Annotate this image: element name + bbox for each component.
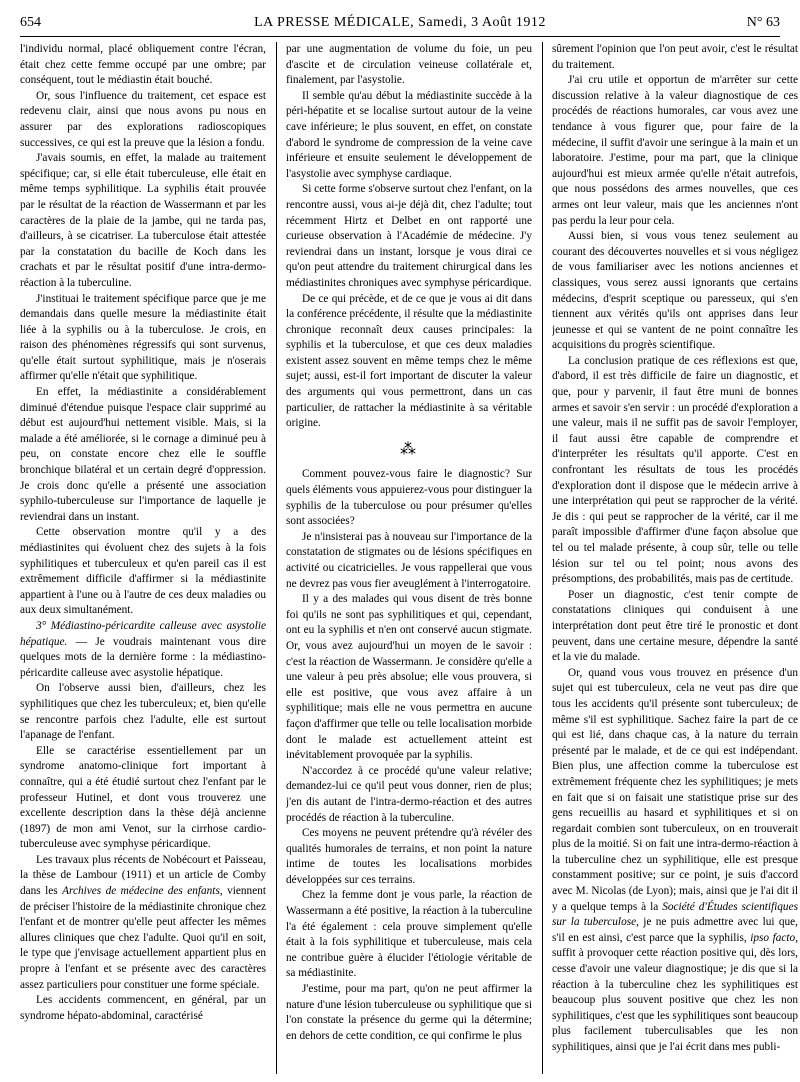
paragraph: Aussi bien, si vous vous tenez seulement au courant des découvertes nouvelles et si vous négligez de vous familiariser avec les notions anciennes et classiques, vous serez aussi ignorants que certains médecins, d'esprit sceptique ou paresseux, qui s'en tiennent aux vérités qu'ils ont apprises dans leur jeunesse et qui se vantent de ne point connaître les acquisitions du progrès scientifique. — [552, 230, 798, 352]
paragraph — [20, 853, 266, 993]
latin-phrase: ipso facto — [750, 931, 796, 944]
paragraph: Poser un diagnostic, c'est tenir compte de constatations cliniques qui conduisent à une interprétation dont peut être tiré le pronostic et dont peuvent, dans une certaine mesure, dépendre la santé et la vie du malade. — [552, 588, 798, 664]
paragraph: Ces moyens ne peuvent prétendre qu'à révéler des qualités humorales de terrains, et non point la nature intime de toutes les localisations morbides développées sur ces terrains. — [286, 827, 532, 886]
paragraph: J'avais soumis, en effet, la malade au traitement spécifique; car, si elle était tuberculeuse, elle était en même temps syphilitique. La syphilis était prouvée par le résultat de la réaction de Wassermann et par les caractères de la plaie de la jambe, qui ne tarda pas, d'ailleurs, à se cicatriser. La tuberculose était attestée par la constatation du bacille de Koch dans les crachats et par le résultat positif d'une intra-dermo-réaction à la tuberculine. — [20, 152, 266, 289]
paragraph: On l'observe aussi bien, d'ailleurs, chez les syphilitiques que chez les tuberculeux; et, bien qu'elle se rencontre parfois chez l'adulte, elle est surtout l'apanage de l'enfant. — [20, 682, 266, 742]
page-header — [20, 15, 780, 37]
paragraph — [552, 666, 798, 1056]
column-2 — [286, 42, 532, 1074]
section-ornament: ⁂ — [400, 440, 418, 458]
paragraph: Cette observation montre qu'il y a des médiastinites qui évoluent chez des sujets à la fois syphilitiques et tuberculeux et qu'en pareil cas il est extrêmement difficile d'affirmer si la médiastinite appartient à l'une ou à l'autre de ces deux maladies ou aux deux simultanément. — [20, 526, 266, 617]
paragraph: Je n'insisterai pas à nouveau sur l'importance de la constatation de stigmates ou de lésions spécifiques en activité ou cicatricielles. Je vous rappellerai que vous ne devrez pas vous fier aveuglément à l'interrogatoire. — [286, 530, 532, 590]
paragraph: Il y a des malades qui vous disent de très bonne foi qu'ils ne sont pas syphilitiques et qui, cependant, ont eu la syphilis et n'en ont conservé aucun stigmate. Or, vous avez aujourd'hui un moyen de le savoir : c'est la réaction de Wassermann. Je considère qu'elle a une valeur à peu près absolue; elle vous prouvera, si elle est positive, que vous avez affaire à un syphilitique; mais elle ne vous permettra en aucune façon d'affirmer que telle ou telle localisation morbide dont le malade est actuellement atteint est inévitablement provoquée par la syphilis. — [286, 593, 532, 762]
paragraph: Les accidents commencent, en général, par un syndrome hépato-abdominal, caractérisé — [20, 994, 266, 1022]
paragraph: Si cette forme s'observe surtout chez l'enfant, on la rencontre aussi, vous ai-je déjà dit, chez l'adulte; tout récemment Hirtz et Delbet en ont rapporté une curieuse observation à l'Académie de médecine. J'y reviendrai dans un instant, lorsque je vous dirai ce qu'on peut attendre du traitement chirurgical dans les médiastinites chroniques avec symphyse péricardique. — [286, 183, 532, 289]
column-1 — [20, 42, 266, 1074]
paragraph: Chez la femme dont je vous parle, la réaction de Wassermann a été positive, la réaction à la tuberculine l'a été également : cela prouve simplement qu'elle était à la fois syphilitique et tuberculeuse, mais cela ne contribue guère à élucider l'étiologie véritable de sa médiastinite. — [286, 889, 532, 980]
paragraph: N'accordez à ce procédé qu'une valeur relative; demandez-lui ce qu'il peut vous donner, rien de plus; j'en dis autant de l'intra-dermo-réaction et des autres procédés de réaction à la tuberculine. — [286, 764, 532, 824]
journal-title: Archives de médecine des enfants — [62, 885, 220, 898]
page-number: 654 — [20, 15, 41, 30]
column-3 — [552, 42, 798, 1074]
paragraph: par une augmentation de volume du foie, un peu d'ascite et de circulation veineuse collatérale et, finalement, par l'asystolie. — [286, 43, 532, 87]
paragraph-text: , suffit à provoquer cette réaction positive qui, dès lors, cesse d'avoir une valeur diagnostique; je dis que si la réaction à la tuberculine chez les syphilitiques est beaucoup plus souvent positive que chez les non syphilitiques, c'est que les syphilitiques sont beaucoup plus facilement tuberculisables que les non syphilitiques, ainsi que je l'ai écrit dans mes publi- — [552, 931, 798, 1053]
paragraph-text: Or, quand vous vous trouvez en présence d'un sujet qui est tuberculeux, cela ne veut pas dire que tous les accidents qu'il présente sont tuberculeux; de même s'il est syphilitique. Sachez faire la part de ce qui est lié, dans chaque cas, à la nature du terrain présenté par le malade, et de ce qui est indépendant. Bien plus, une affection comme la tuberculose est extrêmement fréquente chez les syphilitiques; je mets en fait que si on faisait une statistique prise sur des gens recueillis au hasard et syphilitiques et si on regardait combien sont tuberculeux, on en trouverait plus de la moitié. Si on fait une intra-dermo-réaction à la tuberculine chez un syphilitique, elle est presque constamment positive; sur ce point, je suis d'accord avec M. Nicolas (de Lyon); mais, ainsi que je l'ai dit il y a quelque temps à la — [552, 666, 798, 913]
paragraph: Or, sous l'influence du traitement, cet espace est redevenu clair, ainsi que nous avons pu nous en assurer par des explorations radioscopiques successives, ce qui est la preuve que la lésion a fondu. — [20, 89, 266, 149]
paragraph: Comment pouvez-vous faire le diagnostic? Sur quels éléments vous appuierez-vous pour distinguer la syphilis de la tuberculose ou pour présumer qu'elles sont associées? — [286, 468, 532, 528]
header-rule — [20, 36, 780, 37]
paragraph: J'ai cru utile et opportun de m'arrêter sur cette discussion relative à la valeur diagnostique de ces procédés de réactions humorales, car vous avez une tendance à vous figurer que, pour faire de la médecine, il suffit d'avoir une seringue à la main et un laboratoire. J'estime, pour ma part, que la clinique aujourd'hui est mieux armée qu'elle n'était autrefois, que nous possédons des armes nouvelles, que ces armes ont leur valeur, mais que les anciennes n'ont pas perdu la leur pour cela. — [552, 74, 798, 227]
society-name: Société d'Études scientifiques sur la tuberculose — [552, 900, 798, 929]
paragraph: sûrement l'opinion que l'on peut avoir, c'est le résultat du traitement. — [552, 43, 798, 71]
paragraph: Il semble qu'au début la médiastinite succède à la péri-hépatite et se localise surtout autour de la veine cave inférieure; le plus souvent, en effet, on constate d'abord le syndrome de compression de la veine cave inférieure et ensuite seulement le développement de l'asystolie avec symphyse cardiaque. — [286, 89, 532, 180]
paragraph-text: , je ne puis admettre avec lui que, s'il en est ainsi, c'est parce que la syphilis, — [552, 916, 798, 944]
paragraph: J'estime, pour ma part, qu'on ne peut affirmer la nature d'une lésion tuberculeuse ou syphilitique que si l'on constate la présence du germe qui la détermine; en dehors de cette condition, ce qui confirme le plus — [286, 983, 532, 1042]
column-divider — [276, 42, 277, 1074]
paragraph: La conclusion pratique de ces réflexions est que, d'abord, il est très difficile de faire un diagnostic, et que, pour y parvenir, il faut être muni de bonnes armes et savoir s'en servir : un procédé d'exploration a une valeur, mais il ne suffit pas de savoir l'employer, il faut aussi être capable de comprendre et d'interpréter les résultats qu'il apporte. C'est en confrontant les résultats de tous les procédés d'exploration dont il dispose que le médecin arrive à une interprétation qui peut se rapprocher de la vérité. Je dis : qui peut se rapprocher de la vérité, car il me paraît impossible d'affirmer d'une façon absolue que tel ou tel malade présente, à coup sûr, telle ou telle lésion sur tel ou tel point; nous avons des présomptions, des probabilités, mais pas de certitude. — [552, 354, 798, 586]
paragraph: Elle se caractérise essentiellement par un syndrome anatomo-clinique fort important à connaître, qui a été étudié surtout chez l'enfant par le professeur Hutinel, et dont vous trouverez une excellente description dans la thèse déjà ancienne (1897) de mon ami Venot, sur la cirrhose cardio-tuberculeuse avec symphyse péricardique. — [20, 744, 266, 851]
paragraph-text: — Je voudrais maintenant vous dire quelques mots de la dernière forme : la médiastino-péricardite calleuse avec asystolie hépatique. — [20, 635, 266, 679]
paragraph — [20, 619, 266, 681]
paragraph: J'instituai le traitement spécifique parce que je me demandais dans quelle mesure la médiastinite était liée à la syphilis ou à la tuberculose. Je crois, en raison des phénomènes régressifs qui sont survenus, qu'elle était surtout syphilitique, mais je n'oserais affirmer qu'elle n'était que syphilitique. — [20, 292, 266, 383]
text-columns — [20, 42, 798, 1074]
column-divider — [542, 42, 543, 1074]
section-heading: 3° Médiastino-péricardite calleuse avec asystolie hépatique. — [20, 619, 266, 648]
paragraph: En effet, la médiastinite a considérablement diminué d'étendue puisque l'espace clair supprimé au début est aujourd'hui nettement visible. Mais, si la malade a été améliorée, si le cornage a diminué peu à peu, on constate encore chez elle le souffle bronchique bilatéral et un certain degré d'oppression. Je crois donc qu'elle a présenté une association syphilo-tuberculeuse sur l'importance de laquelle je reviendrai dans un instant. — [20, 386, 266, 523]
issue-number: N° 63 — [746, 15, 780, 30]
paragraph-text: Les travaux plus récents de Nobécourt et Paisseau, la thèse de Lambour (1911) et un article de Comby dans les — [20, 853, 266, 898]
paragraph: De ce qui précède, et de ce que je vous ai dit dans la conférence précédente, il résulte que la médiastinite chronique reconnaît deux causes principales: la syphilis et la tuberculose, et que ces deux maladies existent assez souvent en même temps chez le même sujet; aussi, est-il fort important de discuter la valeur des arguments qui vous permettront, dans un cas particulier, de rattacher la médiastinite à sa véritable origine. — [286, 292, 532, 430]
paragraph-text: , viennent de préciser l'histoire de la médiastinite chronique chez l'enfant et de montrer qu'elle peut affecter les mêmes allures cliniques que chez l'adulte. Quoi qu'il en soit, le type que j'envisage actuellement appartient plus en propre à l'enfant et se présente avec des caractères assez particuliers pour constituer une forme spéciale. — [20, 885, 266, 991]
paragraph: l'individu normal, placé obliquement contre l'écran, était chez cette femme occupé par une ombre; par conséquent, tout le médiastin était bouché. — [20, 43, 266, 87]
masthead-title: LA PRESSE MÉDICALE, Samedi, 3 Août 1912 — [254, 15, 546, 30]
